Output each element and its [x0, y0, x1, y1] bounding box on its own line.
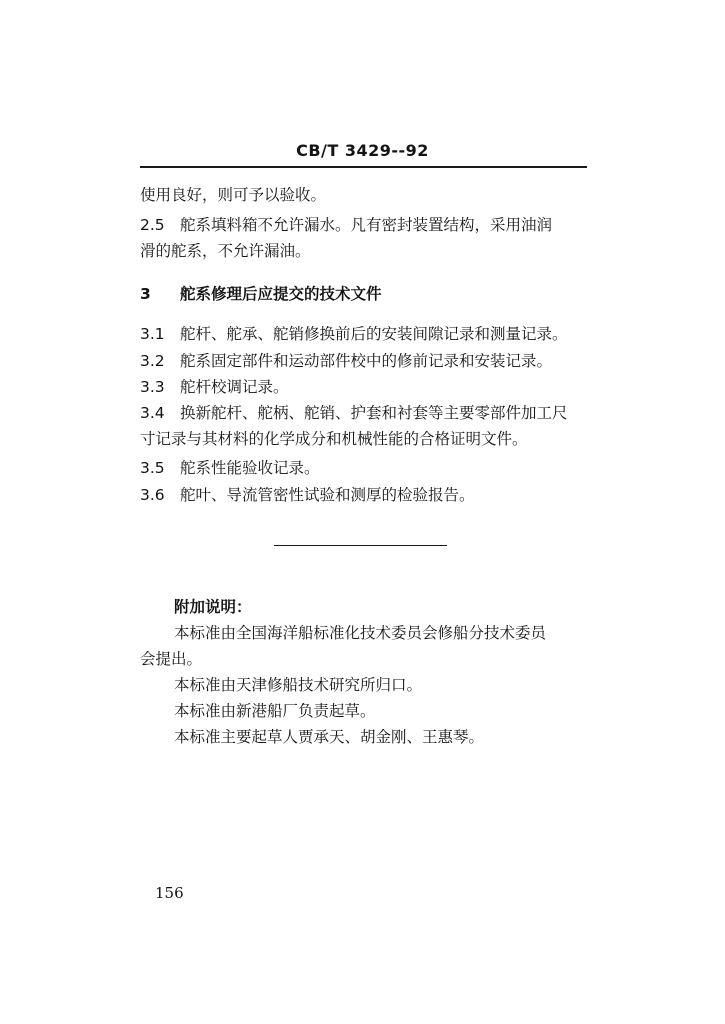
note-line-1: 本标准由全国海洋船标准化技术委员会修船分技术委员: [174, 624, 547, 642]
clause-text: 换新舵杆、舵柄、舵销、护套和衬套等主要零部件加工尺: [180, 404, 568, 422]
clause-text: 舵系填料箱不允许漏水。凡有密封装置结构，采用油润: [180, 216, 553, 234]
header-rule: [140, 166, 587, 168]
standard-code-header: CB/T 3429--92: [296, 141, 429, 160]
section-number: 3: [140, 285, 151, 303]
clause-3-3: [140, 377, 587, 397]
clause-3-1: [140, 324, 587, 344]
clause-3-4-line2: 寸记录与其材料的化学成分和机械性能的合格证明文件。: [140, 430, 528, 448]
clause-number: 3.4: [140, 404, 165, 422]
clause-3-2: [140, 351, 587, 371]
continued-text-line: 使用良好，则可予以验收。: [140, 186, 327, 204]
clause-3-4-line1: [140, 403, 587, 423]
clause-number: 3.1: [140, 325, 165, 343]
notes-heading: 附加说明：: [174, 598, 252, 616]
clause-number: 3.2: [140, 352, 165, 370]
clause-text: 舵系固定部件和运动部件校中的修前记录和安装记录。: [180, 352, 553, 370]
section-title: 舵系修理后应提交的技术文件: [180, 285, 382, 303]
clause-number: 3.6: [140, 486, 165, 504]
note-line-3: 本标准由新港船厂负责起草。: [174, 702, 376, 720]
section-3-heading: [140, 284, 587, 304]
clause-3-6: [140, 485, 587, 505]
clause-3-5: [140, 458, 587, 478]
clause-text: 舵系性能验收记录。: [180, 459, 320, 477]
note-line-4: 本标准主要起草人贾承天、胡金刚、王惠琴。: [174, 728, 485, 746]
clause-number: 2.5: [140, 216, 165, 234]
section-divider: [274, 545, 447, 546]
clause-text: 舵叶、导流管密性试验和测厚的检验报告。: [180, 486, 475, 504]
clause-text: 舵杆校调记录。: [180, 378, 289, 396]
note-line-2: 本标准由天津修船技术研究所归口。: [174, 676, 423, 694]
clause-number: 3.5: [140, 459, 165, 477]
page-number: 156: [155, 884, 184, 902]
clause-2-5-line1: [140, 215, 587, 235]
clause-number: 3.3: [140, 378, 165, 396]
clause-text: 舵杆、舵承、舵销修换前后的安装间隙记录和测量记录。: [180, 325, 568, 343]
note-line-1-cont: 会提出。: [140, 650, 203, 668]
clause-2-5-line2: 滑的舵系，不允许漏油。: [140, 242, 311, 260]
